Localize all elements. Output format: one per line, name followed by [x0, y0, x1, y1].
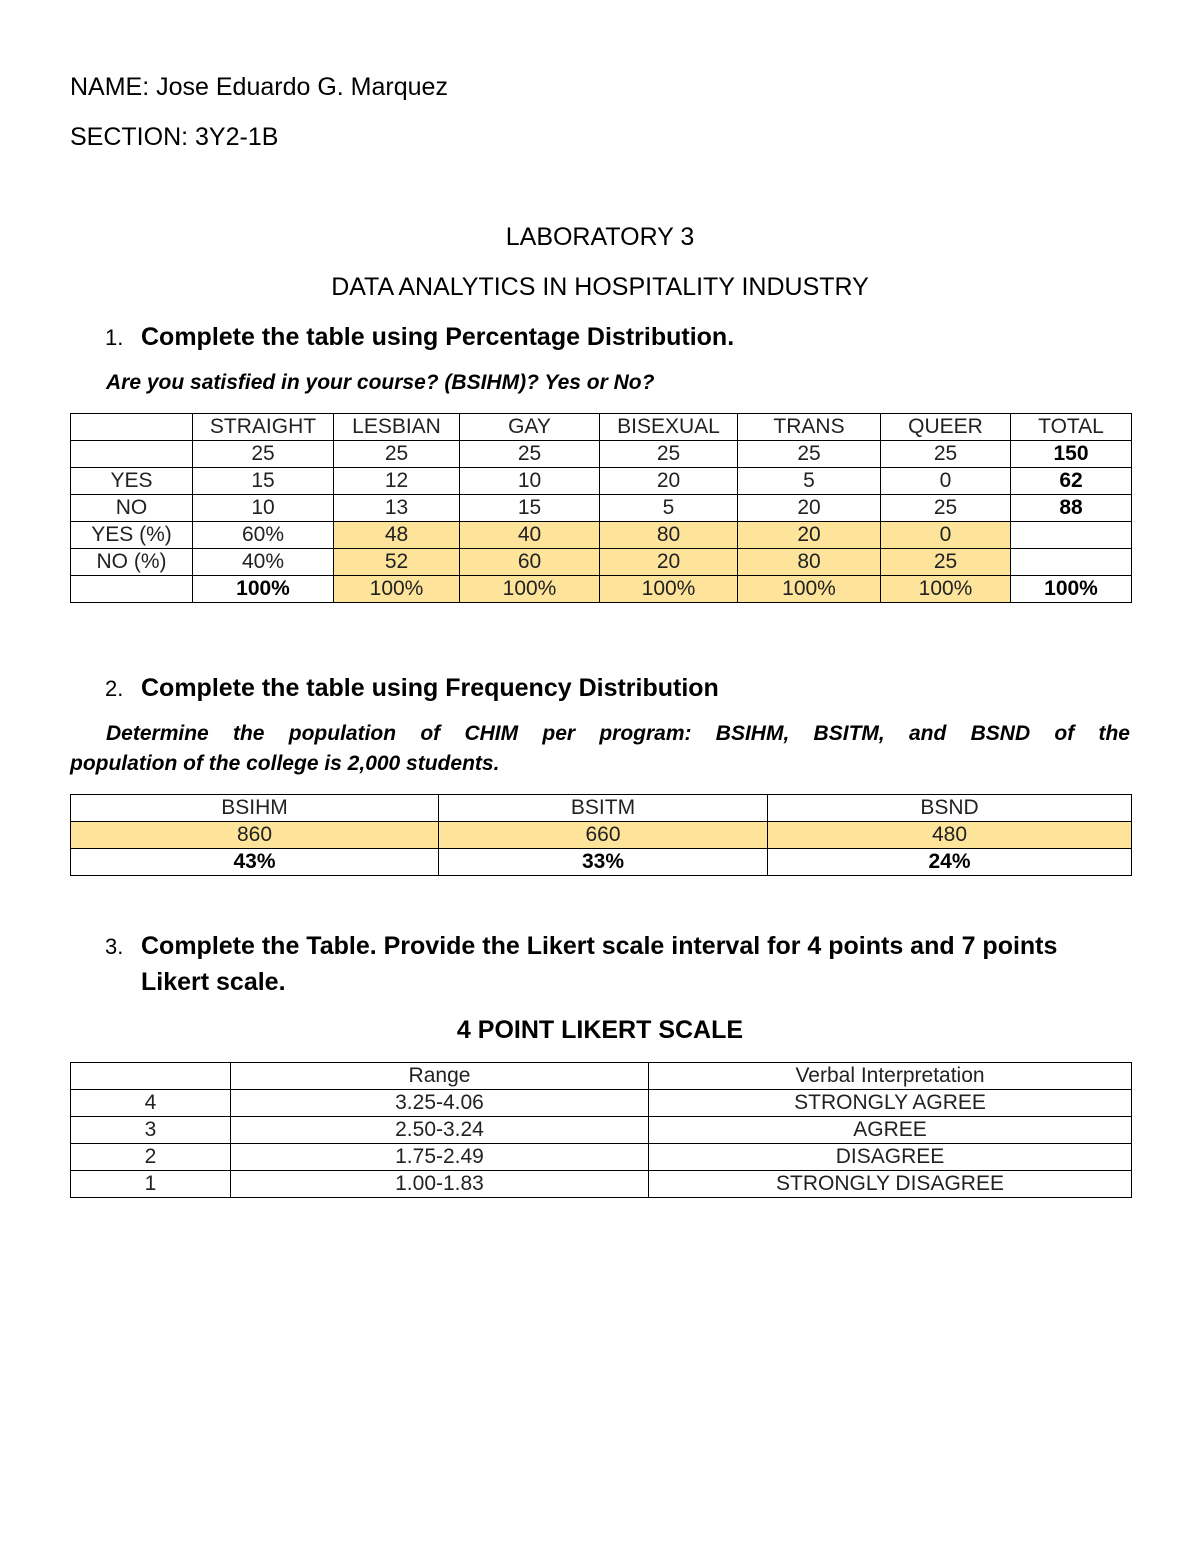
- total-cell: 62: [1011, 468, 1132, 495]
- q3-instruction-line2: Likert scale.: [141, 968, 286, 996]
- table-header-row: [71, 1063, 1132, 1090]
- table-cell: 60%: [193, 522, 334, 549]
- header-cell: [71, 414, 193, 441]
- table-row: [71, 441, 1132, 468]
- percentage-table: [70, 413, 1132, 603]
- table-cell: 100%: [738, 576, 881, 603]
- header-cell: TOTAL: [1011, 414, 1132, 441]
- point-cell: 1: [71, 1171, 231, 1198]
- total-cell: 88: [1011, 495, 1132, 522]
- table-cell: 20: [600, 468, 738, 495]
- header-cell: Range: [231, 1063, 649, 1090]
- table-cell: 100%: [460, 576, 600, 603]
- header-cell: TRANS: [738, 414, 881, 441]
- q1-heading: [105, 323, 734, 352]
- table-cell: 40%: [193, 549, 334, 576]
- header-cell: STRAIGHT: [193, 414, 334, 441]
- header-cell: BSITM: [439, 795, 768, 822]
- interpretation-cell: DISAGREE: [649, 1144, 1132, 1171]
- table-cell: 40: [460, 522, 600, 549]
- header-cell: BSIHM: [71, 795, 439, 822]
- table-row: [71, 522, 1132, 549]
- table-cell: 15: [193, 468, 334, 495]
- table-cell: 25: [881, 549, 1011, 576]
- row-label: [71, 576, 193, 603]
- range-cell: 1.75-2.49: [231, 1144, 649, 1171]
- row-label: YES (%): [71, 522, 193, 549]
- table-row: [71, 468, 1132, 495]
- table-row: [71, 1144, 1132, 1171]
- table-cell: 80: [738, 549, 881, 576]
- table-row: [71, 1117, 1132, 1144]
- q2-instruction: Complete the table using Frequency Distribution: [141, 674, 719, 702]
- table-cell: 25: [460, 441, 600, 468]
- q1-number: 1.: [105, 325, 124, 350]
- table-cell: 13: [334, 495, 460, 522]
- q1-instruction: Complete the table using Percentage Distribution.: [141, 323, 735, 351]
- interpretation-cell: STRONGLY DISAGREE: [649, 1171, 1132, 1198]
- table-cell: 25: [881, 441, 1011, 468]
- total-cell: [1011, 522, 1132, 549]
- count-cell: 480: [768, 822, 1132, 849]
- count-cell: 660: [439, 822, 768, 849]
- q2-question-line1: Determine the population of CHIM per program: BSIHM, BSITM, and BSND of the: [106, 722, 1130, 745]
- percent-cell: 24%: [768, 849, 1132, 876]
- percent-cell: 33%: [439, 849, 768, 876]
- table-cell: 100%: [881, 576, 1011, 603]
- table-cell: 100%: [334, 576, 460, 603]
- table-cell: 100%: [600, 576, 738, 603]
- student-section: SECTION: 3Y2-1B: [70, 123, 279, 151]
- total-cell: [1011, 549, 1132, 576]
- header-cell: BISEXUAL: [600, 414, 738, 441]
- header-cell: Verbal Interpretation: [649, 1063, 1132, 1090]
- row-label: NO: [71, 495, 193, 522]
- table-cell: [71, 441, 193, 468]
- table-cell: 100%: [193, 576, 334, 603]
- q2-number: 2.: [105, 676, 124, 701]
- range-cell: 2.50-3.24: [231, 1117, 649, 1144]
- q2-heading: [105, 674, 719, 703]
- point-cell: 2: [71, 1144, 231, 1171]
- interpretation-cell: STRONGLY AGREE: [649, 1090, 1132, 1117]
- table-cell: 0: [881, 522, 1011, 549]
- table-row: [71, 576, 1132, 603]
- header-cell: QUEER: [881, 414, 1011, 441]
- table-cell: 15: [460, 495, 600, 522]
- table-cell: 0: [881, 468, 1011, 495]
- range-cell: 1.00-1.83: [231, 1171, 649, 1198]
- point-cell: 4: [71, 1090, 231, 1117]
- table-row: [71, 849, 1132, 876]
- q2-question-line2: population of the college is 2,000 students.: [70, 752, 500, 775]
- q3-number: 3.: [105, 934, 124, 959]
- row-label: YES: [71, 468, 193, 495]
- table-cell: 80: [600, 522, 738, 549]
- table-cell: 12: [334, 468, 460, 495]
- student-name: NAME: Jose Eduardo G. Marquez: [70, 73, 448, 101]
- table-cell: 25: [738, 441, 881, 468]
- range-cell: 3.25-4.06: [231, 1090, 649, 1117]
- table-row: [71, 1171, 1132, 1198]
- table-cell: 25: [334, 441, 460, 468]
- likert-table: [70, 1062, 1132, 1198]
- interpretation-cell: AGREE: [649, 1117, 1132, 1144]
- table-cell: 20: [738, 522, 881, 549]
- row-label: NO (%): [71, 549, 193, 576]
- count-cell: 860: [71, 822, 439, 849]
- table-cell: 60: [460, 549, 600, 576]
- table-cell: 25: [193, 441, 334, 468]
- header-cell: BSND: [768, 795, 1132, 822]
- table-cell: 10: [193, 495, 334, 522]
- table-cell: 20: [600, 549, 738, 576]
- point-cell: 3: [71, 1117, 231, 1144]
- percent-cell: 43%: [71, 849, 439, 876]
- table-cell: 10: [460, 468, 600, 495]
- table-cell: 5: [738, 468, 881, 495]
- likert-scale-title: 4 POINT LIKERT SCALE: [456, 1016, 744, 1044]
- q3-heading: [105, 932, 1057, 961]
- table-cell: 5: [600, 495, 738, 522]
- table-row: [71, 1090, 1132, 1117]
- table-cell: 48: [334, 522, 460, 549]
- table-cell: 25: [881, 495, 1011, 522]
- table-row: [71, 495, 1132, 522]
- table-cell: 20: [738, 495, 881, 522]
- q3-instruction-line1: Complete the Table. Provide the Likert scale interval for 4 points and 7 points: [141, 932, 1058, 960]
- table-cell: 52: [334, 549, 460, 576]
- q1-question: Are you satisfied in your course? (BSIHM)? Yes or No?: [106, 371, 655, 394]
- header-cell: LESBIAN: [334, 414, 460, 441]
- table-header-row: [71, 414, 1132, 441]
- subject-title: DATA ANALYTICS IN HOSPITALITY INDUSTRY: [331, 273, 869, 301]
- total-cell: 150: [1011, 441, 1132, 468]
- table-row: [71, 549, 1132, 576]
- table-cell: 25: [600, 441, 738, 468]
- table-header-row: [71, 795, 1132, 822]
- total-cell: 100%: [1011, 576, 1132, 603]
- table-row: [71, 822, 1132, 849]
- header-cell: [71, 1063, 231, 1090]
- header-cell: GAY: [460, 414, 600, 441]
- frequency-table: [70, 794, 1132, 876]
- lab-title: LABORATORY 3: [505, 223, 695, 251]
